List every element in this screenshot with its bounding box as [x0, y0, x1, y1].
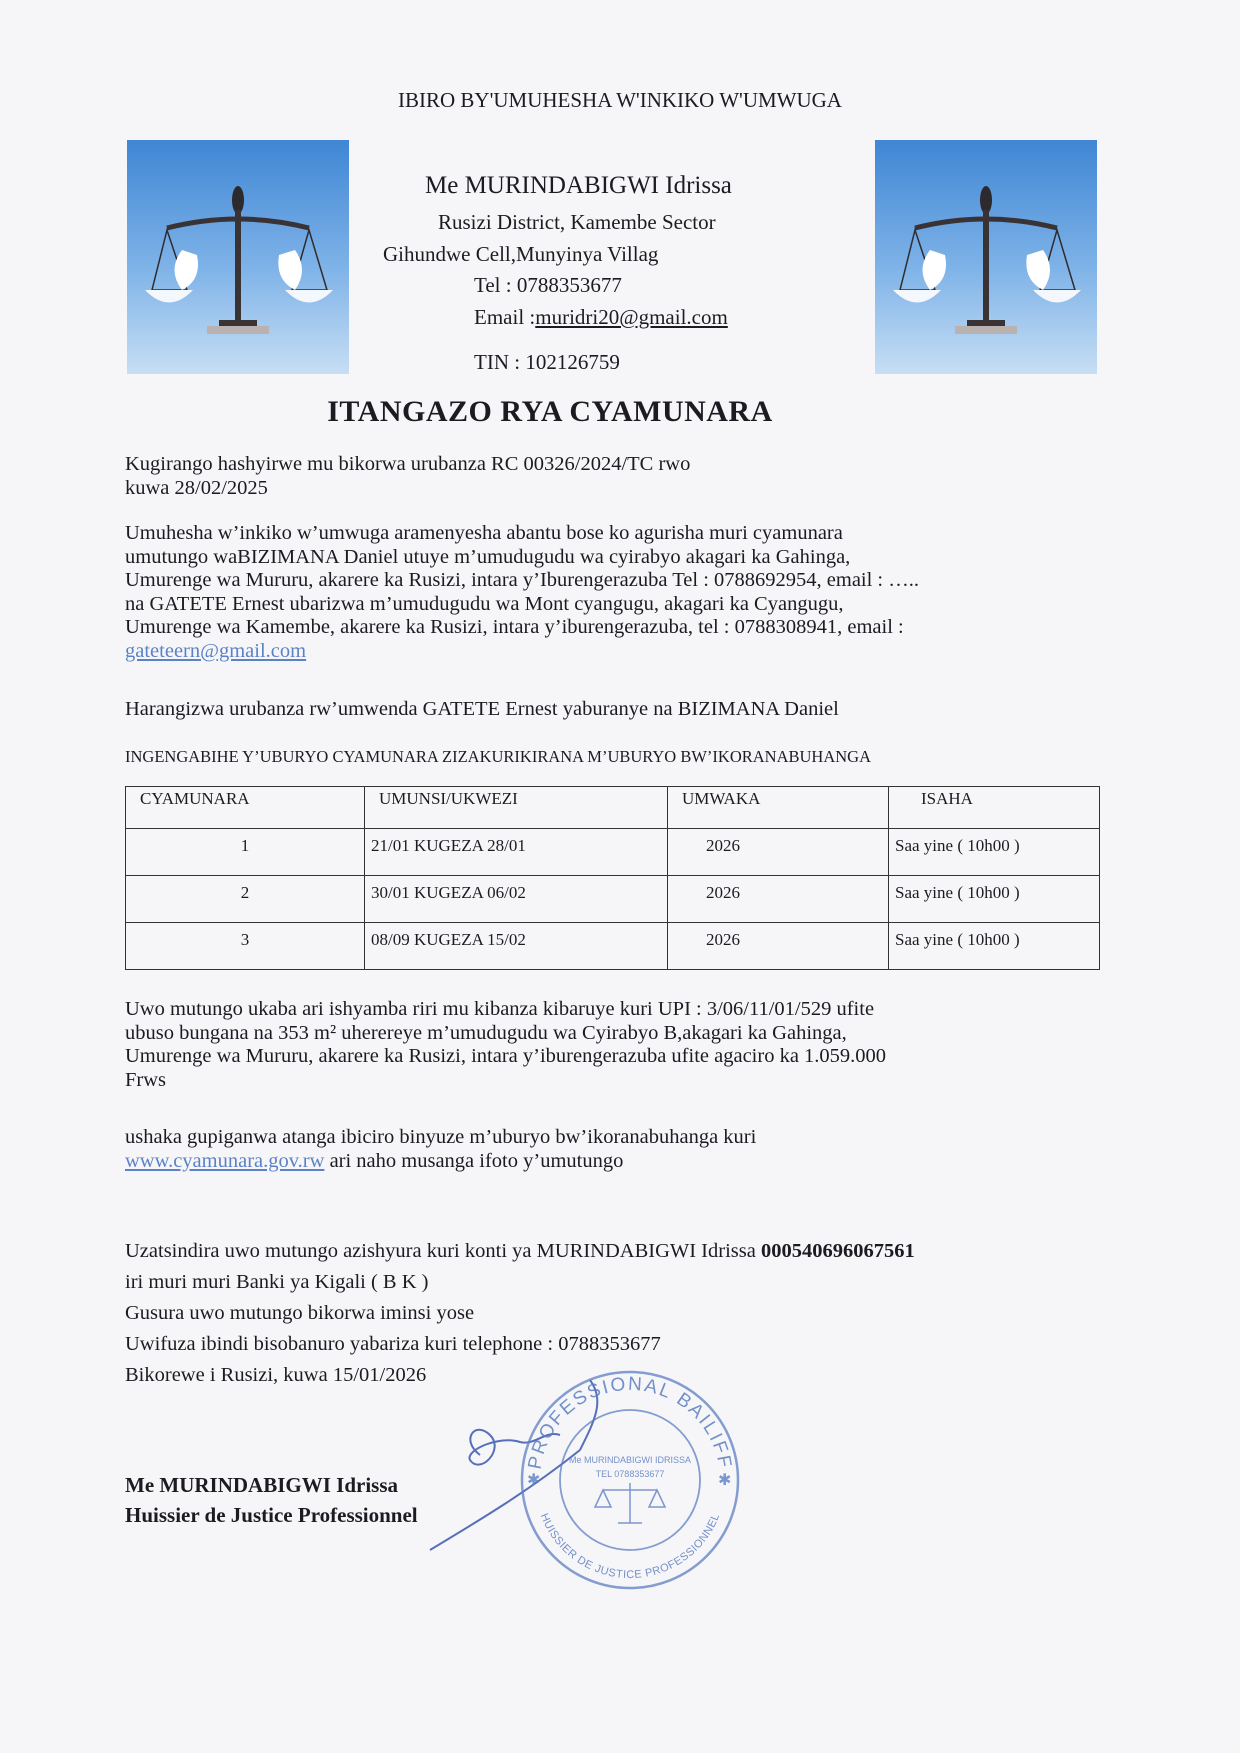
case-line: Harangizwa urubanza rw’umwenda GATETE Ernest yaburanye na BIZIMANA Daniel [125, 698, 839, 720]
table-cell: 08/09 KUGEZA 15/02 [365, 923, 668, 970]
table-row [126, 876, 1100, 923]
table-cell: 2026 [668, 923, 889, 970]
signatory-role: Huissier de Justice Professionnel [125, 1503, 418, 1527]
stamp-scales-icon [595, 1483, 665, 1523]
notice-line: na GATETE Ernest ubarizwa m’umudugudu wa Mont cyangugu, akagari ka Cyangugu, [125, 592, 844, 615]
column-header: ISAHA [889, 787, 1100, 829]
table-cell: 21/01 KUGEZA 28/01 [365, 829, 668, 876]
property-paragraph [125, 998, 1125, 1092]
table-cell: 30/01 KUGEZA 06/02 [365, 876, 668, 923]
notice-paragraph [125, 522, 1125, 663]
bidding-line-rest: ari naho musanga ifoto y’umutungo [324, 1149, 624, 1172]
account-number: 000540696067561 [760, 1240, 915, 1262]
property-line: Uwo mutungo ukaba ari ishyamba riri mu kibanza kibaruye kuri UPI : 3/06/11/01/529 ufite [125, 998, 875, 1020]
stamp-ring-bottom: HUISSIER DE JUSTICE PROFESSIONNEL [537, 1511, 723, 1582]
table-cell: Saa yine ( 10h00 ) [889, 829, 1100, 876]
auction-schedule-table [125, 786, 1100, 970]
notice-line: Umurenge wa Mururu, akarere ka Rusizi, intara y’Iburengerazuba Tel : 0788692954, email : ….. [125, 569, 920, 591]
notice-line: umutungo waBIZIMANA Daniel utuye m’umudugudu wa cyirabyo akagari ka Gahinga, [125, 545, 851, 568]
letterhead-tin: TIN : 102126759 [474, 350, 620, 374]
payment-line: Uwifuza ibindi bisobanuro yabariza kuri telephone : 0788353677 [125, 1333, 661, 1355]
table-cell: 2026 [668, 876, 889, 923]
table-cell: 2026 [668, 829, 889, 876]
property-line: Frws [125, 1068, 167, 1091]
letterhead-email-link[interactable]: muridri20@gmail.com [535, 305, 728, 329]
schedule-heading: INGENGABIHE Y’UBURYO CYAMUNARA ZIZAKURIKIRANA M’UBURYO BW’IKORANABUHANGA [125, 747, 872, 766]
auction-website-link[interactable]: www.cyamunara.gov.rw [125, 1149, 325, 1172]
payment-line: Uzatsindira uwo mutungo azishyura kuri konti ya MURINDABIGWI Idrissa [125, 1240, 761, 1262]
intro-paragraph [125, 453, 1125, 500]
signatory-name: Me MURINDABIGWI Idrissa [125, 1473, 398, 1497]
letterhead-tel: Tel : 0788353677 [474, 273, 622, 297]
intro-line: kuwa 28/02/2025 [125, 476, 268, 499]
notice-line: Umuhesha w’inkiko w’umwuga aramenyesha abantu bose ko agurisha muri cyamunara [125, 522, 843, 544]
bidding-line: ushaka gupiganwa atanga ibiciro binyuze m’uburyo bw’ikoranabuhanga kuri [125, 1126, 757, 1148]
office-title: IBIRO BY'UMUHESHA W'INKIKO W'UMWUGA [398, 88, 842, 112]
column-header: UMUNSI/UKWEZI [365, 787, 668, 829]
scales-of-justice-icon [127, 140, 349, 374]
column-header: CYAMUNARA [126, 787, 365, 829]
letterhead-cell: Gihundwe Cell,Munyinya Villag [383, 242, 659, 266]
property-line: Umurenge wa Mururu, akarere ka Rusizi, intara y’iburengerazuba ufite agaciro ka 1.059.000 [125, 1045, 887, 1067]
property-line: ubuso bungana na 353 m² uherereye m’umudugudu wa Cyirabyo B,akagari ka Gahinga, [125, 1021, 847, 1044]
bidding-paragraph [125, 1126, 1125, 1173]
column-header: UMWAKA [668, 787, 889, 829]
document-title: ITANGAZO RYA CYAMUNARA [327, 395, 773, 428]
table-header-row [126, 787, 1100, 829]
letterhead-name: Me MURINDABIGWI Idrissa [425, 172, 732, 199]
stamp-center-tel: TEL 0788353677 [595, 1469, 665, 1479]
email-label: Email : [474, 305, 536, 329]
scales-of-justice-icon [875, 140, 1097, 374]
payment-line: Gusura uwo mutungo bikorwa iminsi yose [125, 1302, 475, 1324]
letterhead-email-line [474, 305, 728, 330]
stamp-star-icon: ✱ [527, 1472, 541, 1489]
signatory-block [125, 1470, 418, 1530]
table-row [126, 923, 1100, 970]
table-row [126, 829, 1100, 876]
stamp-star-icon: ✱ [718, 1472, 732, 1489]
letterhead-district: Rusizi District, Kamembe Sector [438, 210, 716, 234]
table-cell: Saa yine ( 10h00 ) [889, 923, 1100, 970]
stamp-center-name: Me MURINDABIGWI IDRISSA [568, 1455, 692, 1465]
stamp-ring-top: PROFESSIONAL BAILIFF [524, 1373, 736, 1471]
payment-line: iri muri muri Banki ya Kigali ( B K ) [125, 1271, 429, 1293]
notice-line: Umurenge wa Kamembe, akarere ka Rusizi, intara y’iburengerazuba, tel : 0788308941, email : [125, 616, 904, 638]
table-cell: Saa yine ( 10h00 ) [889, 876, 1100, 923]
table-cell: 2 [126, 876, 365, 923]
table-cell: 3 [126, 923, 365, 970]
left-scales-logo [127, 140, 349, 374]
intro-line: Kugirango hashyirwe mu bikorwa urubanza RC 00326/2024/TC rwo [125, 453, 691, 475]
right-scales-logo [875, 140, 1097, 374]
official-stamp [515, 1365, 745, 1595]
table-cell: 1 [126, 829, 365, 876]
notice-email-link[interactable]: gateteern@gmail.com [125, 639, 307, 662]
payment-line: Bikorewe i Rusizi, kuwa 15/01/2026 [125, 1364, 427, 1386]
